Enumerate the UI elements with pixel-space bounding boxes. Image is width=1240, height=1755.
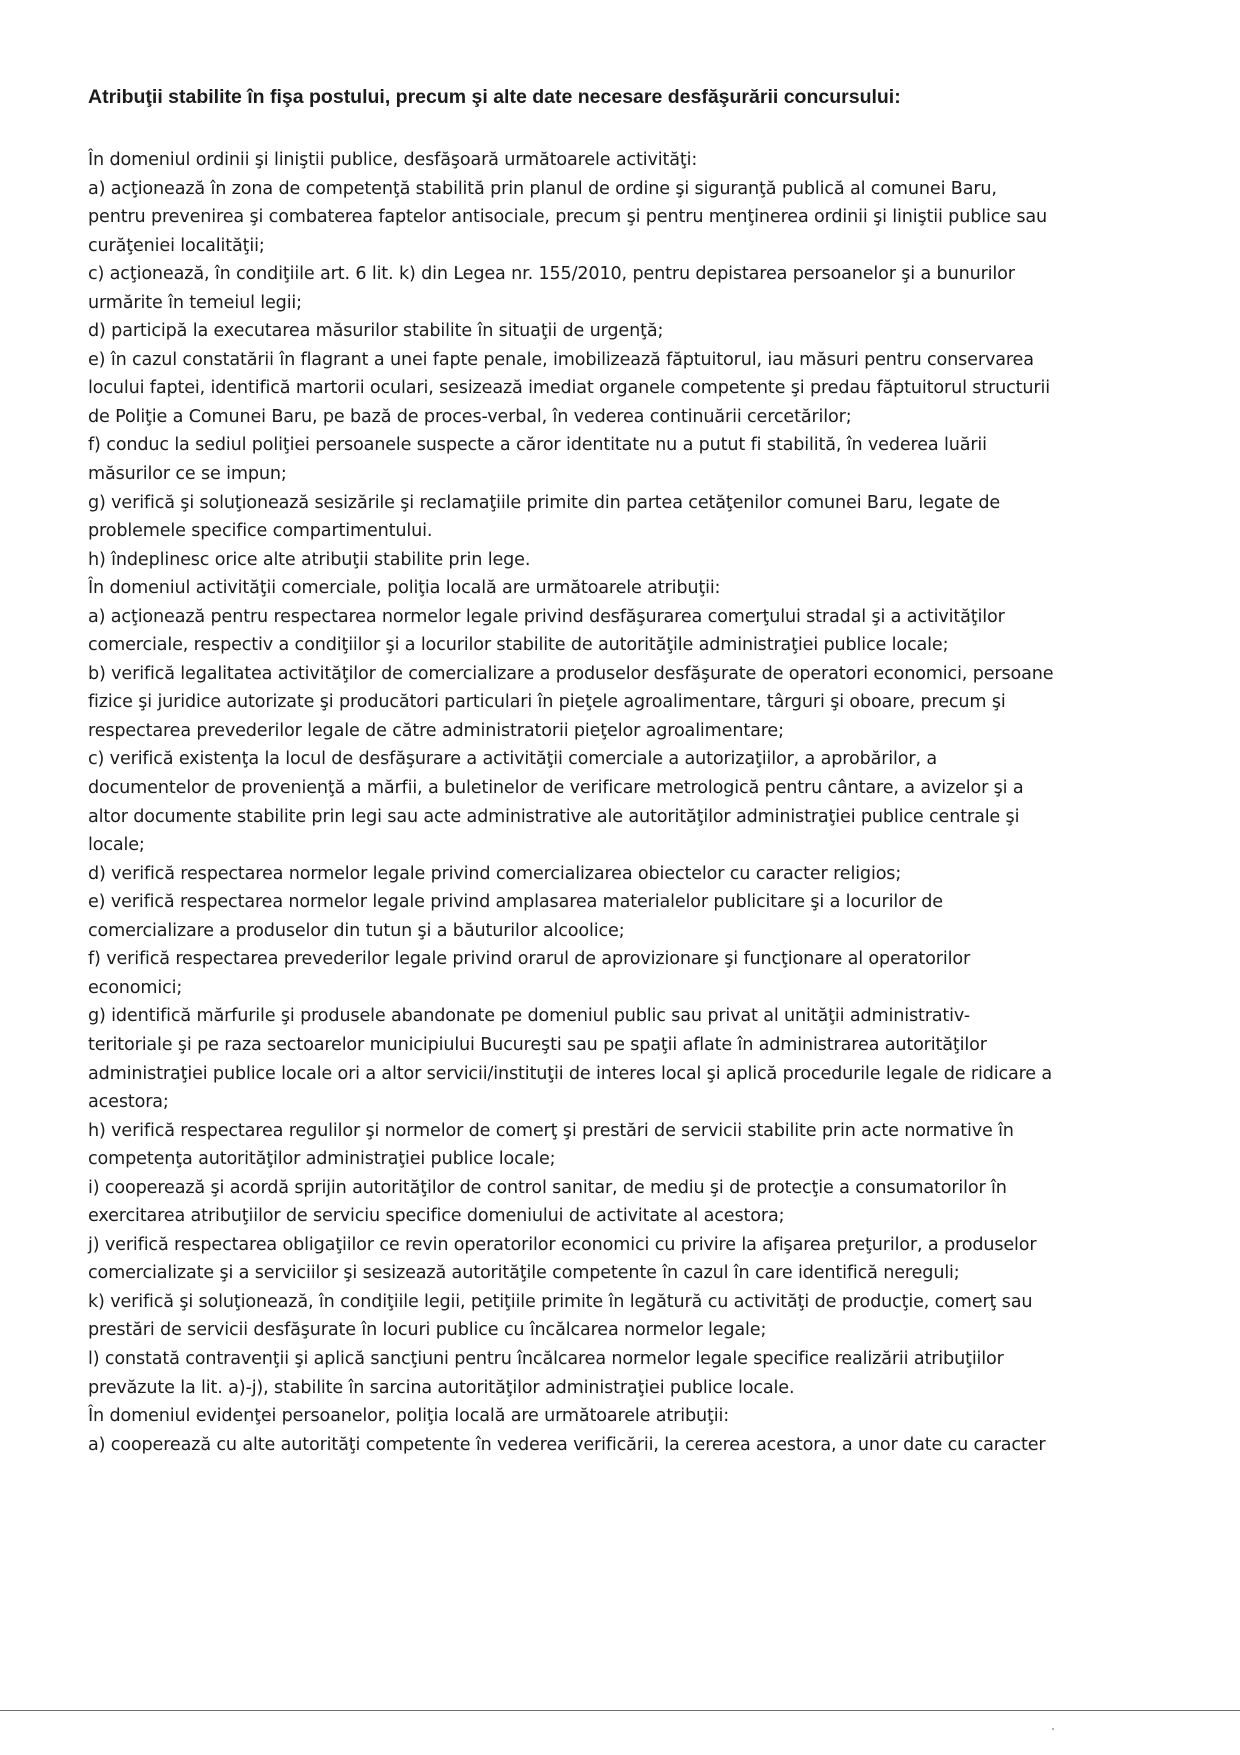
text-line: curăţeniei localităţii;	[88, 235, 265, 256]
text-line: În domeniul evidenţei persoanelor, poliţia locală are următoarele atribuţii:	[88, 1406, 729, 1427]
text-line: b) verifică legalitatea activităţilor de comercializare a produselor desfăşurate de operatori economici, persoane	[88, 663, 1054, 684]
text-line: a) cooperează cu alte autorităţi competente în vederea verificării, la cererea acestora, a unor date cu caracter	[88, 1434, 1046, 1455]
text-line: f) conduc la sediul poliţiei persoanele suspecte a căror identitate nu a putut fi stabilită, în vederea luării	[88, 435, 987, 456]
document-title: Atribuţii stabilite în fişa postului, precum şi alte date necesare desfăşurării concursului:	[88, 86, 901, 108]
text-line: respectarea prevederilor legale de către administratorii pieţelor agroalimentare;	[88, 720, 784, 741]
text-line: pentru prevenirea şi combaterea faptelor antisociale, precum şi pentru menţinerea ordinii şi liniştii publice sau	[88, 207, 1047, 228]
text-line: comercializare a produselor din tutun şi a băuturilor alcoolice;	[88, 920, 625, 941]
text-line: k) verifică şi soluţionează, în condiţiile legii, petiţiile primite în legătură cu activităţi de producţie, comerţ sau	[88, 1291, 1033, 1312]
text-line: g) identifică mărfurile şi produsele abandonate pe domeniul public sau privat al unităţii administrativ-	[88, 1006, 970, 1027]
text-line: j) verifică respectarea obligaţiilor ce revin operatorilor economici cu privire la afişarea preţurilor, a produselor	[88, 1234, 1037, 1255]
text-line: În domeniul activităţii comerciale, poliţia locală are următoarele atribuţii:	[88, 578, 721, 599]
text-line: documentelor de provenienţă a mărfii, a buletinelor de verificare metrologică pentru cântare, a avizelor şi a	[88, 778, 1024, 799]
text-line: c) acţionează, în condiţiile art. 6 lit. k) din Legea nr. 155/2010, pentru depistarea persoanelor şi a bunurilor	[88, 264, 1015, 285]
text-line: fizice şi juridice autorizate şi producători particulari în pieţele agroalimentare, târguri şi oboare, precum şi	[88, 692, 1006, 713]
text-line: e) verifică respectarea normelor legale privind amplasarea materialelor publicitare şi a locurilor de	[88, 892, 943, 913]
footer-rule	[0, 1710, 1240, 1711]
text-line: măsurilor ce se impun;	[88, 464, 287, 485]
text-line: h) verifică respectarea regulilor şi normelor de comerţ şi prestări de servicii stabilite prin acte normative în	[88, 1120, 1014, 1141]
text-line: prevăzute la lit. a)-j), stabilite în sarcina autorităţilor administraţiei publice locale.	[88, 1377, 795, 1398]
text-line: h) îndeplinesc orice alte atribuţii stabilite prin lege.	[88, 549, 531, 570]
text-line: a) acţionează în zona de competenţă stabilită prin planul de ordine şi siguranţă publică al comunei Baru,	[88, 178, 997, 199]
text-line: altor documente stabilite prin legi sau acte administrative ale autorităţilor administraţiei publice centrale şi	[88, 806, 1020, 827]
text-line: g) verifică şi soluţionează sesizările şi reclamaţiile primite din partea cetăţenilor comunei Baru, legate de	[88, 492, 1001, 513]
text-line: f) verifică respectarea prevederilor legale privind orarul de aprovizionare şi funcţionare al operatorilor	[88, 949, 971, 970]
text-line: administraţiei publice locale ori a altor servicii/instituţii de interes local şi aplică procedurile legale de ridicare a	[88, 1063, 1053, 1084]
text-line: acestora;	[88, 1092, 169, 1113]
text-line: economici;	[88, 977, 183, 998]
text-line: problemele specifice compartimentului.	[88, 521, 433, 542]
text-line: prestări de servicii desfăşurate în locuri publice cu încălcarea normelor legale;	[88, 1320, 767, 1341]
text-line: comerciale, respectiv a condiţiilor şi a locurilor stabilite de autorităţile administraţiei publice locale;	[88, 635, 949, 656]
text-line: competenţa autorităţilor administraţiei publice locale;	[88, 1149, 556, 1170]
text-line: comercializate şi a serviciilor şi sesizează autorităţile competente în cazul în care identifică nereguli;	[88, 1263, 960, 1284]
text-line: urmărite în temeiul legii;	[88, 292, 302, 313]
text-line: exercitarea atribuţiilor de serviciu specifice domeniului de activitate al acestora;	[88, 1206, 785, 1227]
document-body	[88, 146, 1203, 1459]
text-line: i) cooperează şi acordă sprijin autorităţilor de control sanitar, de mediu şi de protecţie a consumatorilor în	[88, 1177, 1007, 1198]
text-line: l) constată contravenţii şi aplică sancţiuni pentru încălcarea normelor legale specifice realizării atribuţiilor	[88, 1348, 1004, 1369]
text-line: a) acţionează pentru respectarea normelor legale privind desfăşurarea comerţului stradal şi a activităţilor	[88, 606, 1005, 627]
text-line: de Poliţie a Comunei Baru, pe bază de proces-verbal, în vederea continuării cercetărilor;	[88, 406, 852, 427]
text-line: e) în cazul constatării în flagrant a unei fapte penale, imobilizează făptuitorul, iau măsuri pentru conservarea	[88, 349, 1034, 370]
text-line: locale;	[88, 835, 145, 856]
text-line: d) verifică respectarea normelor legale privind comercializarea obiectelor cu caracter religios;	[88, 863, 902, 884]
text-line: c) verifică existenţa la locul de desfăşurare a activităţii comerciale a autorizaţiilor, a aprobărilor, a	[88, 749, 937, 770]
text-line: d) participă la executarea măsurilor stabilite în situaţii de urgenţă;	[88, 321, 664, 342]
text-line: locului faptei, identifică martorii oculari, sesizează imediat organele competente şi predau făptuitorul structurii	[88, 378, 1050, 399]
scan-speck	[1052, 1728, 1054, 1730]
text-line: teritoriale şi pe raza sectoarelor municipiului Bucureşti sau pe spaţii aflate în administrarea autorităţilor	[88, 1034, 987, 1055]
text-line: În domeniul ordinii şi liniştii publice, desfăşoară următoarele activităţi:	[88, 150, 698, 170]
